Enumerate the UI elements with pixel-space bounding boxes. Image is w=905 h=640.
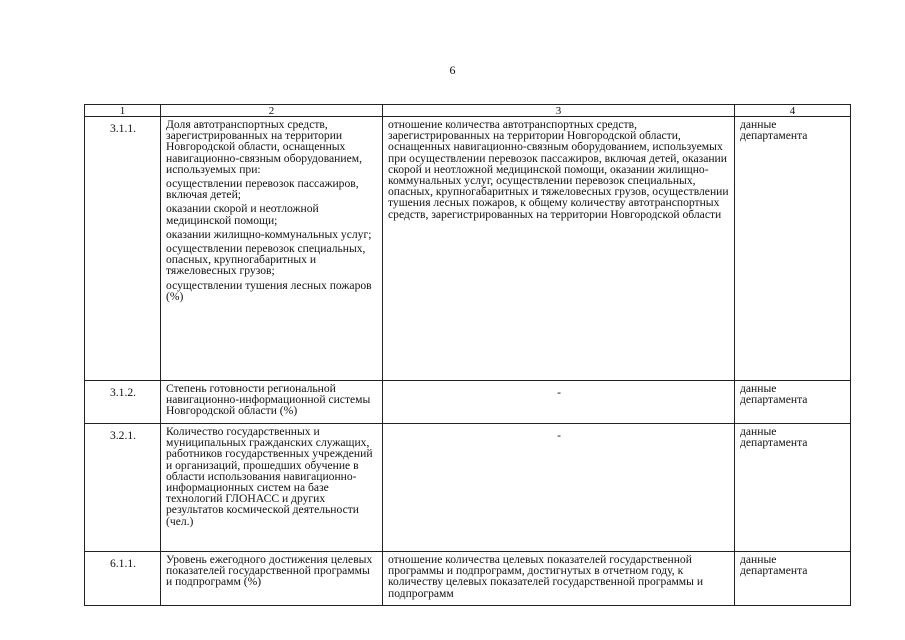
- table-row: [85, 552, 851, 606]
- row-number: 3.2.1.: [85, 424, 161, 552]
- source-cell: данные департамента: [735, 424, 851, 552]
- method-cell: -: [383, 424, 735, 552]
- page-number: 6: [449, 63, 456, 77]
- indicator-cell: Степень готовности региональной навигационно-информационной системы Новгородской области (%): [161, 381, 383, 424]
- row-number: 3.1.2.: [85, 381, 161, 424]
- column-header: 2: [161, 105, 383, 117]
- table-row: [85, 117, 851, 381]
- method-cell: отношение количества целевых показателей государственной программы и подпрограмм, достигнутых в отчетном году, к количеству целевых показателей государственной программы и подпрограмм: [383, 552, 735, 606]
- row-number: 3.1.1.: [85, 117, 161, 381]
- indicator-text: осуществлении тушения лесных пожаров (%): [166, 278, 372, 303]
- table-header-row: [85, 105, 851, 117]
- table-row: [85, 381, 851, 424]
- indicator-text: оказании жилищно-коммунальных услуг;: [166, 227, 372, 241]
- indicator-text: оказании скорой и неотложной медицинской помощи;: [166, 202, 319, 227]
- column-header: 4: [735, 105, 851, 117]
- source-cell: данные департамента: [735, 552, 851, 606]
- row-number: 6.1.1.: [85, 552, 161, 606]
- method-cell: отношение количества автотранспортных средств, зарегистрированных на территории Новгородской области, оснащенных навигационно-связным оборудованием, используемых при осуществлении перевозок пассажиров, включая детей, оказании скорой и неотложной медицинской помощи, оказании жилищно-коммунальных услуг, осуществлении перевозок специальных, опасных, крупногабаритных и тяжеловесных грузов, осуществлении тушения лесных пожаров, к общему количеству автотранспортных средств, зарегистрированных на территории Новгородской области: [383, 117, 735, 381]
- indicator-text: Доля автотранспортных средств, зарегистрированных на территории Новгородской области, оснащенных навигационно-связным оборудованием, используемых при:: [166, 118, 362, 176]
- indicator-cell: [161, 117, 383, 381]
- source-cell: данные департамента: [735, 381, 851, 424]
- indicator-cell: Уровень ежегодного достижения целевых показателей государственной программы и подпрограмм (%): [161, 552, 383, 606]
- source-cell: данные департамента: [735, 117, 851, 381]
- column-header: 1: [85, 105, 161, 117]
- method-cell: -: [383, 381, 735, 424]
- table-row: [85, 424, 851, 552]
- indicator-text: осуществлении перевозок пассажиров, включая детей;: [166, 177, 359, 202]
- indicator-text: осуществлении перевозок специальных, опасных, крупногабаритных и тяжеловесных грузов;: [166, 242, 366, 278]
- column-header: 3: [383, 105, 735, 117]
- indicators-table: [84, 104, 851, 606]
- indicator-cell: Количество государственных и муниципальных гражданских служащих, работников государственных учреждений и организаций, прошедших обучение в области использования навигационно-информационных систем на базе технологий ГЛОНАСС и других результатов космической деятельности (чел.): [161, 424, 383, 552]
